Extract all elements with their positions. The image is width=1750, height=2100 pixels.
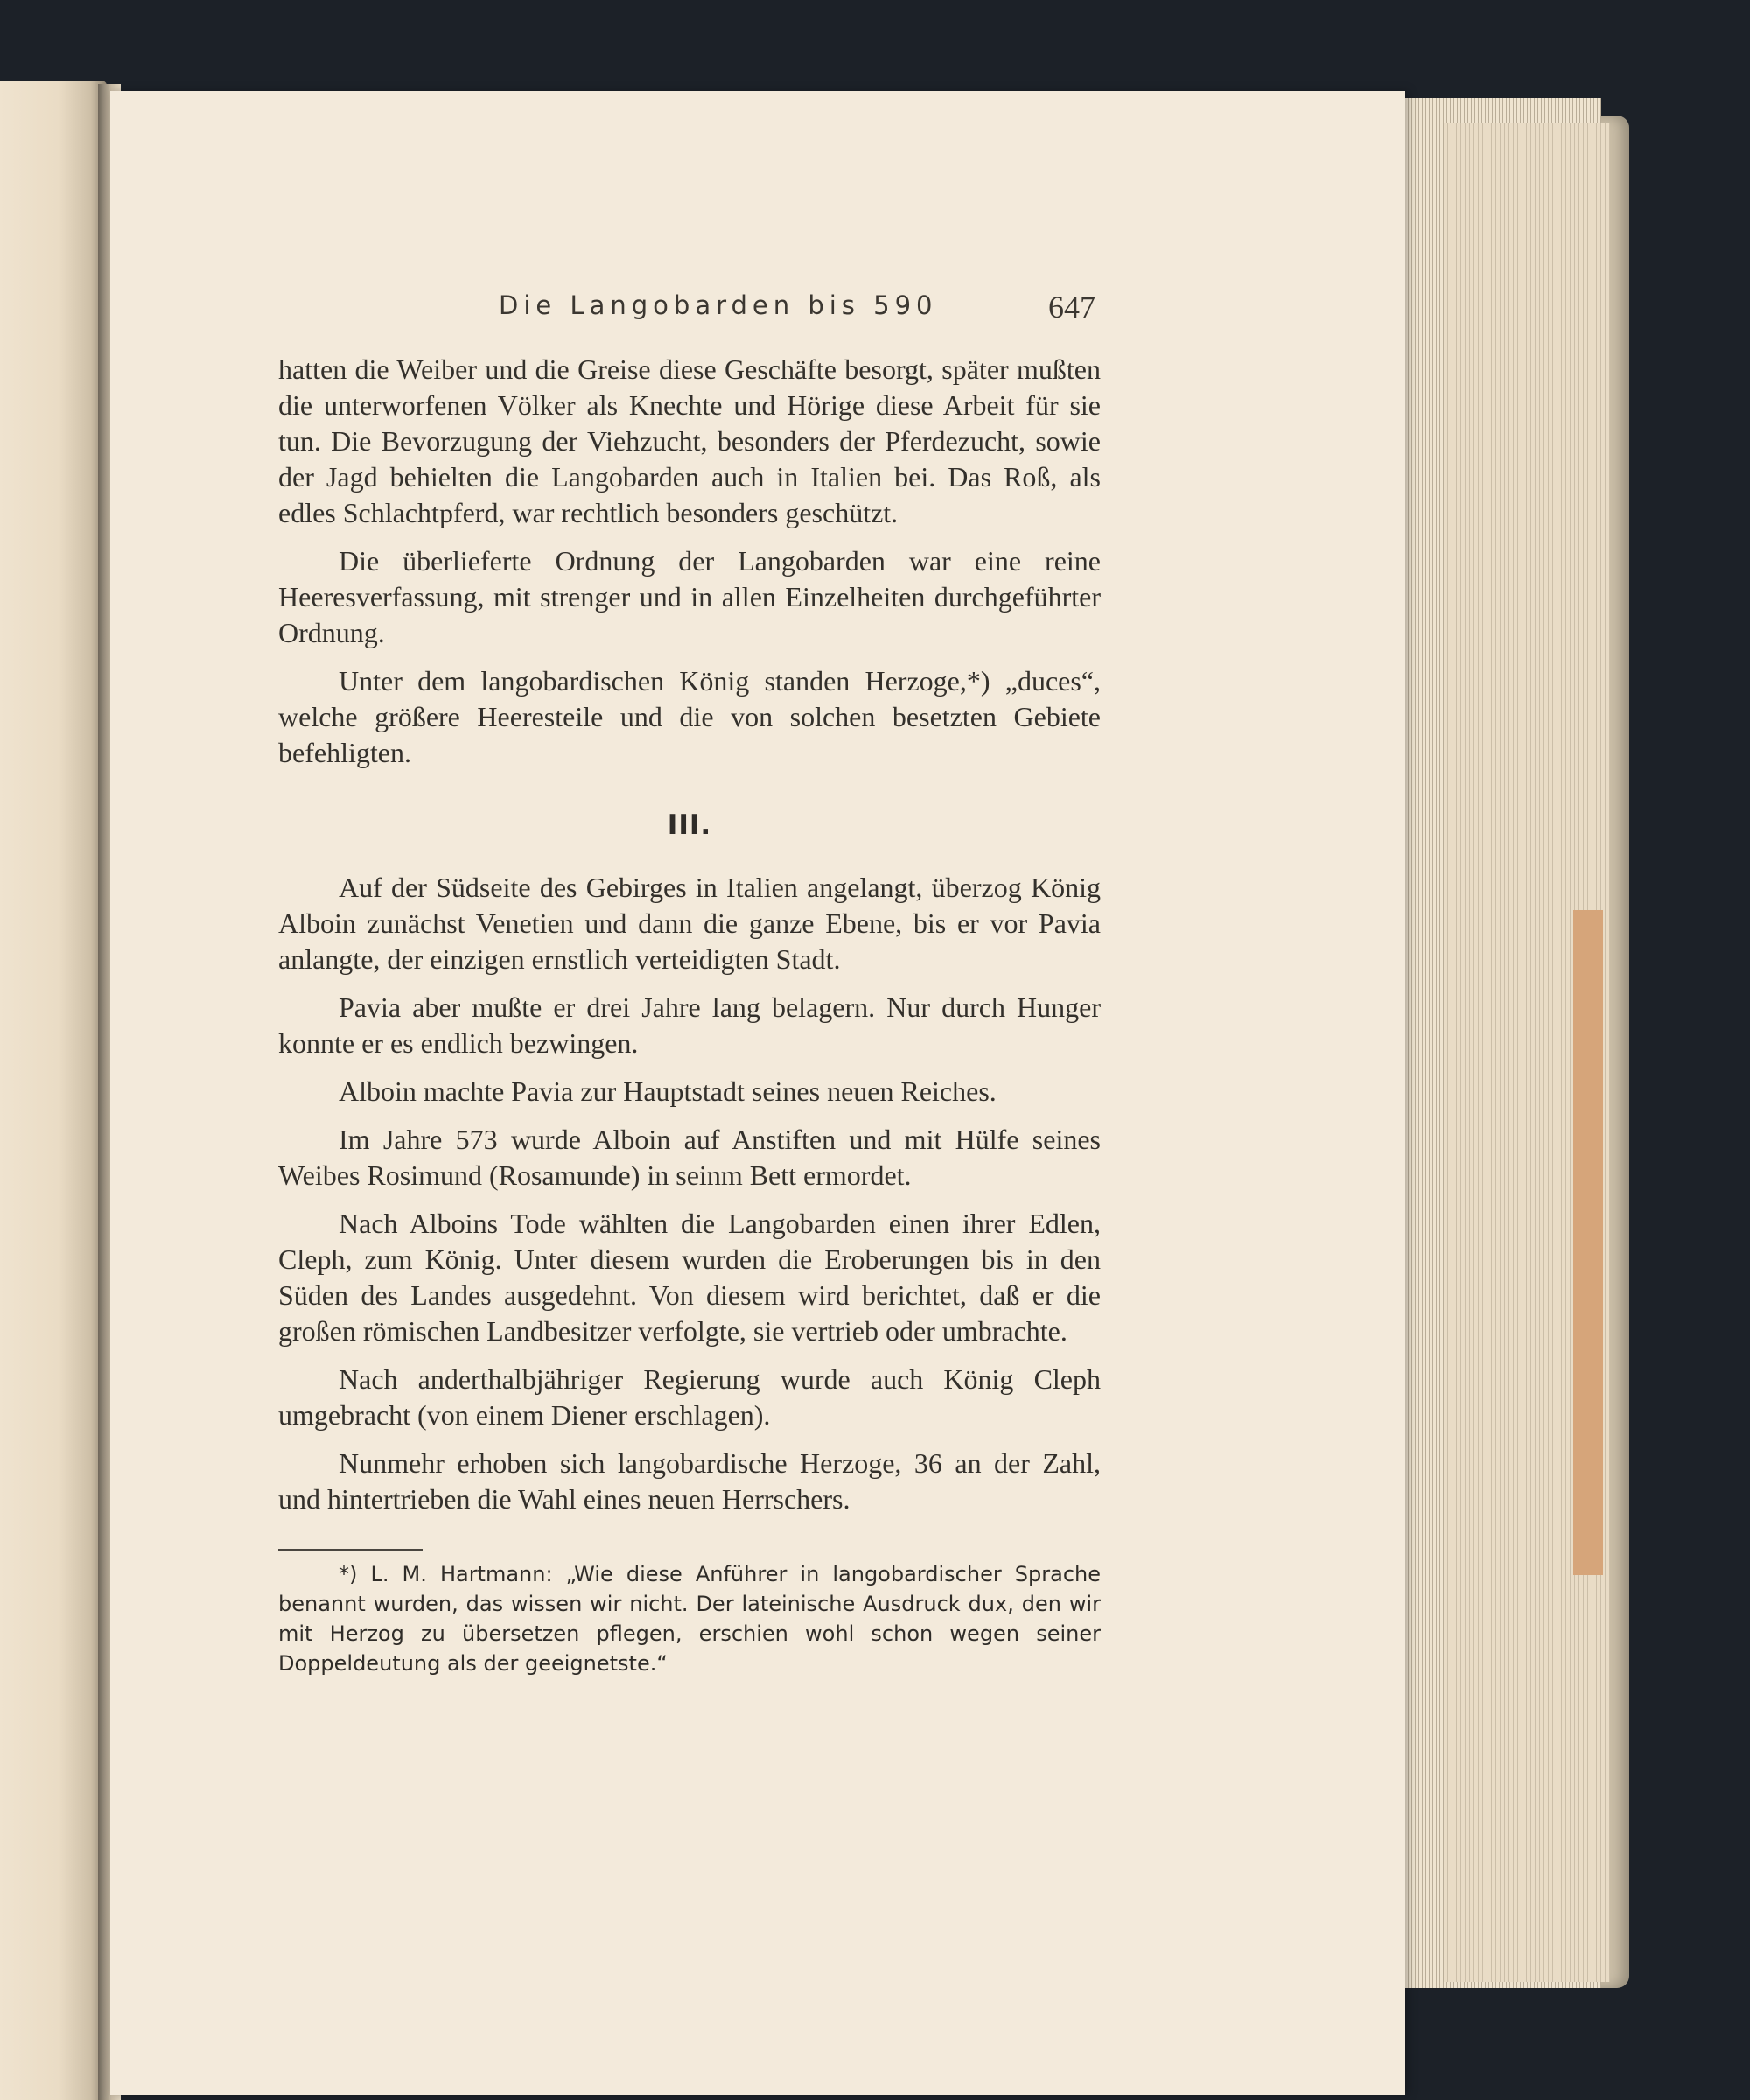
page-number: 647 (1048, 290, 1096, 325)
paragraph: Unter dem langobardischen König standen Herzoge,*) „duces“, welche größere Heeresteile und die von solchen besetzten Gebiete befehligten. (278, 665, 1101, 768)
section-heading: III. (667, 809, 712, 841)
paragraph: Auf der Südseite des Gebirges in Italien angelangt, überzog König Alboin zunächst Venetien und dann die ganze Ebene, bis er vor Pavia anlangte, der einzigen ernstlich verteidigten Stadt. (278, 872, 1101, 975)
paragraph: Die überlieferte Ordnung der Langobarden war eine reine Heeresverfassung, mit strenger und in allen Einzelheiten durchgeführter Ordnung. (278, 545, 1101, 648)
running-head (385, 203, 1096, 325)
paragraph: Nach anderthalbjähriger Regierung wurde auch König Cleph umgebracht (von einem Diener erschlagen). (278, 1363, 1101, 1431)
footnote: *) L. M. Hartmann: „Wie diese Anführer in langobardischer Sprache benannt wurden, das wissen wir nicht. Der lateinische Ausdruck dux, den wir mit Herzog zu übersetzen pflegen, erschien wohl schon wegen seiner Doppeldeutung als der geeignetste.“ (278, 1562, 1101, 1676)
paragraph: Pavia aber mußte er drei Jahre lang belagern. Nur durch Hunger konnte er es endlich bezwingen. (278, 991, 1101, 1059)
page-block (1444, 122, 1610, 1982)
paragraph: Im Jahre 573 wurde Alboin auf Anstiften und mit Hülfe seines Weibes Rosimund (Rosamunde) in seinm Bett ermordet. (278, 1124, 1101, 1191)
footnote-divider (278, 1549, 423, 1550)
paragraph: Nach Alboins Tode wählten die Langobarden einen ihrer Edlen, Cleph, zum König. Unter diesem wurden die Eroberungen bis in den Süden des Landes ausgedehnt. Von diesem wird berichtet, daß er die großen römischen Landbesitzer verfolgte, sie vertrieb oder umbrachte. (278, 1208, 1101, 1347)
running-title: Die Langobarden bis 590 (499, 290, 938, 320)
left-facing-page (0, 80, 107, 2100)
main-text (278, 352, 1101, 1690)
paragraph: hatten die Weiber und die Greise diese Geschäfte besorgt, später mußten die unterworfenen Völker als Knechte und Hörige diese Arbeit für sie tun. Die Bevorzugung der Viehzucht, besonders der Pferdezucht, sowie der Jagd behielten die Langobarden auch in Italien bei. Das Roß, als edles Schlachtpferd, war rechtlich besonders geschützt. (278, 354, 1101, 528)
paragraph: Nunmehr erhoben sich langobardische Herzoge, 36 an der Zahl, und hintertrieben die Wahl eines neuen Herrschers. (278, 1447, 1101, 1515)
paragraph: Alboin machte Pavia zur Hauptstadt seines neuen Reiches. (339, 1075, 997, 1107)
